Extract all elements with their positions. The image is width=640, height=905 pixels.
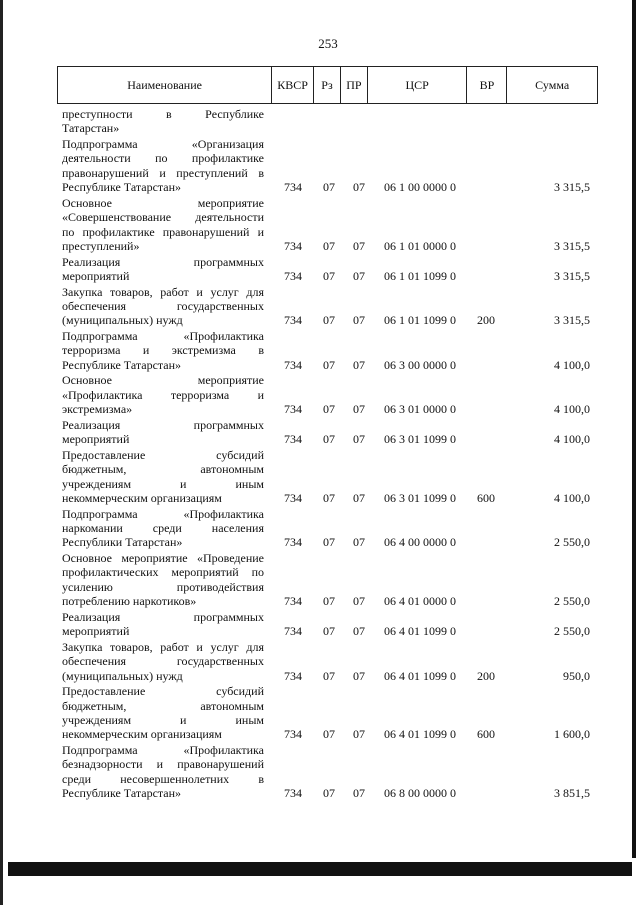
cell-csr: 06 4 01 1099 0 <box>384 727 456 742</box>
row-name <box>62 448 264 506</box>
cell-sum: 2 550,0 <box>554 594 590 609</box>
cell-kvsr: 734 <box>284 432 302 447</box>
row-name-line: Реализация программных <box>62 609 264 624</box>
table-row <box>0 255 640 284</box>
row-name-line: учреждениям и иным <box>62 712 264 727</box>
cell-rz: 07 <box>323 490 335 505</box>
cell-rz: 07 <box>323 313 335 328</box>
row-name <box>62 551 264 609</box>
row-name <box>62 610 264 639</box>
row-name-line: бюджетным, автономным <box>62 698 264 713</box>
header-csr: ЦСР <box>368 67 468 103</box>
cell-sum: 4 100,0 <box>554 432 590 447</box>
row-name-line: терроризма и экстремизма в <box>62 343 264 358</box>
cell-rz: 07 <box>323 180 335 195</box>
row-name-line: мероприятий <box>62 268 130 283</box>
row-name-line: Реализация программных <box>62 417 264 432</box>
cell-pr: 07 <box>353 402 365 417</box>
table-row <box>0 137 640 195</box>
cell-pr: 07 <box>353 357 365 372</box>
row-name-line: профилактических мероприятий по <box>62 565 264 580</box>
cell-rz: 07 <box>323 727 335 742</box>
row-name-line: «Совершенствование деятельности <box>62 210 264 225</box>
cell-sum: 2 550,0 <box>554 624 590 639</box>
scan-bottom-edge <box>8 862 632 876</box>
row-name-line: безнадзорности и правонарушений <box>62 757 264 772</box>
row-name-line: Республике Татарстан» <box>62 180 182 195</box>
cell-pr: 07 <box>353 668 365 683</box>
row-name-line: Татарстан» <box>62 121 120 136</box>
table-row <box>0 684 640 742</box>
row-name <box>62 196 264 254</box>
row-name-line: обеспечения государственных <box>62 298 264 313</box>
row-name-line: Основное мероприятие <box>62 373 264 388</box>
row-name <box>62 418 264 447</box>
cell-sum: 4 100,0 <box>554 490 590 505</box>
header-sum: Сумма <box>535 77 570 92</box>
header-name: Наименование <box>58 67 272 103</box>
cell-sum: 2 550,0 <box>554 535 590 550</box>
row-name <box>62 684 264 742</box>
table-row <box>0 448 640 506</box>
row-name-line: Реализация программных <box>62 254 264 269</box>
row-name-line: Предоставление субсидий <box>62 684 264 699</box>
cell-kvsr: 734 <box>284 268 302 283</box>
row-name-line: усилению противодействия <box>62 579 264 594</box>
row-name-line: мероприятий <box>62 624 130 639</box>
cell-vr: 200 <box>477 668 495 683</box>
table-row <box>0 507 640 550</box>
row-name-line: деятельности по профилактике <box>62 151 264 166</box>
row-name-line: правонарушений и преступлений в <box>62 165 264 180</box>
cell-rz: 07 <box>323 238 335 253</box>
row-name <box>62 137 264 195</box>
cell-pr: 07 <box>353 490 365 505</box>
row-name-line: Республики Татарстан» <box>62 535 183 550</box>
table-header <box>57 66 598 104</box>
cell-sum: 3 315,5 <box>554 238 590 253</box>
cell-sum: 4 100,0 <box>554 357 590 372</box>
table-row <box>0 329 640 372</box>
row-name-line: по профилактике правонарушений и <box>62 224 264 239</box>
row-name-line: Предоставление субсидий <box>62 447 264 462</box>
cell-kvsr: 734 <box>284 624 302 639</box>
cell-csr: 06 8 00 0000 0 <box>384 786 456 801</box>
row-name-line: Республике Татарстан» <box>62 357 182 372</box>
row-name-line: Подпрограмма «Организация <box>62 137 264 151</box>
row-name <box>62 507 264 550</box>
row-name <box>62 107 264 136</box>
row-name-line: Закупка товаров, работ и услуг для <box>62 284 264 299</box>
row-name-line: некоммерческим организациям <box>62 490 222 505</box>
row-name-line: Основное мероприятие <box>62 195 264 210</box>
cell-csr: 06 3 00 0000 0 <box>384 357 456 372</box>
cell-csr: 06 4 00 0000 0 <box>384 535 456 550</box>
table-row <box>0 610 640 639</box>
cell-kvsr: 734 <box>284 490 302 505</box>
row-name <box>62 743 264 801</box>
cell-csr: 06 4 01 1099 0 <box>384 624 456 639</box>
header-rz: Рз <box>314 67 341 103</box>
cell-csr: 06 4 01 1099 0 <box>384 668 456 683</box>
cell-sum: 1 600,0 <box>554 727 590 742</box>
row-name-line: «Профилактика терроризма и <box>62 387 264 402</box>
row-name-line: преступности в Республике <box>62 107 264 121</box>
row-name-line: мероприятий <box>62 432 130 447</box>
row-name-line: (муниципальных) нужд <box>62 668 183 683</box>
cell-csr: 06 3 01 1099 0 <box>384 432 456 447</box>
table-row <box>0 418 640 447</box>
row-name-line: некоммерческим организациям <box>62 727 222 742</box>
cell-sum: 3 315,5 <box>554 268 590 283</box>
cell-pr: 07 <box>353 313 365 328</box>
row-name-line: обеспечения государственных <box>62 654 264 669</box>
cell-kvsr: 734 <box>284 535 302 550</box>
cell-kvsr: 734 <box>284 313 302 328</box>
cell-pr: 07 <box>353 238 365 253</box>
cell-pr: 07 <box>353 432 365 447</box>
cell-rz: 07 <box>323 535 335 550</box>
cell-kvsr: 734 <box>284 727 302 742</box>
row-name-line: бюджетным, автономным <box>62 462 264 477</box>
row-name-line: Подпрограмма «Профилактика <box>62 506 264 521</box>
table-row <box>0 743 640 801</box>
row-name-line: (муниципальных) нужд <box>62 313 183 328</box>
cell-pr: 07 <box>353 594 365 609</box>
cell-kvsr: 734 <box>284 594 302 609</box>
row-name <box>62 329 264 372</box>
table-row <box>0 640 640 683</box>
table-row <box>0 551 640 609</box>
row-name-line: среди несовершеннолетних в <box>62 771 264 786</box>
cell-csr: 06 3 01 0000 0 <box>384 402 456 417</box>
cell-pr: 07 <box>353 268 365 283</box>
cell-rz: 07 <box>323 357 335 372</box>
page-number: 253 <box>318 36 338 51</box>
cell-csr: 06 1 00 0000 0 <box>384 180 456 195</box>
table-row <box>0 373 640 416</box>
row-name-line: Подпрограмма «Профилактика <box>62 743 264 757</box>
cell-pr: 07 <box>353 535 365 550</box>
header-kvsr: КВСР <box>272 67 314 103</box>
cell-vr: 600 <box>477 490 495 505</box>
row-name <box>62 640 264 683</box>
cell-sum: 950,0 <box>563 668 590 683</box>
cell-sum: 3 315,5 <box>554 180 590 195</box>
cell-csr: 06 1 01 1099 0 <box>384 268 456 283</box>
cell-kvsr: 734 <box>284 357 302 372</box>
cell-kvsr: 734 <box>284 786 302 801</box>
cell-csr: 06 4 01 0000 0 <box>384 594 456 609</box>
table-row <box>0 107 640 136</box>
row-name-line: Республике Татарстан» <box>62 786 182 801</box>
cell-kvsr: 734 <box>284 668 302 683</box>
cell-rz: 07 <box>323 402 335 417</box>
cell-kvsr: 734 <box>284 238 302 253</box>
cell-rz: 07 <box>323 594 335 609</box>
row-name-line: Подпрограмма «Профилактика <box>62 329 264 343</box>
row-name <box>62 255 264 284</box>
cell-csr: 06 1 01 1099 0 <box>384 313 456 328</box>
cell-sum: 3 851,5 <box>554 786 590 801</box>
row-name-line: экстремизма» <box>62 402 133 417</box>
header-pr: ПР <box>341 67 368 103</box>
row-name-line: преступлений» <box>62 238 140 253</box>
cell-csr: 06 3 01 1099 0 <box>384 490 456 505</box>
row-name-line: Основное мероприятие «Проведение <box>62 551 264 565</box>
cell-sum: 3 315,5 <box>554 313 590 328</box>
header-vr: ВР <box>467 67 507 103</box>
cell-kvsr: 734 <box>284 402 302 417</box>
cell-rz: 07 <box>323 668 335 683</box>
table-row <box>0 196 640 254</box>
row-name-line: Закупка товаров, работ и услуг для <box>62 639 264 654</box>
cell-csr: 06 1 01 0000 0 <box>384 238 456 253</box>
cell-pr: 07 <box>353 180 365 195</box>
cell-rz: 07 <box>323 786 335 801</box>
row-name-line: наркомании среди населения <box>62 520 264 535</box>
cell-sum: 4 100,0 <box>554 402 590 417</box>
cell-vr: 600 <box>477 727 495 742</box>
row-name <box>62 373 264 416</box>
cell-vr: 200 <box>477 313 495 328</box>
row-name <box>62 285 264 328</box>
cell-rz: 07 <box>323 268 335 283</box>
cell-pr: 07 <box>353 727 365 742</box>
cell-rz: 07 <box>323 432 335 447</box>
table-row <box>0 285 640 328</box>
cell-pr: 07 <box>353 624 365 639</box>
row-name-line: потреблению наркотиков» <box>62 594 197 609</box>
cell-rz: 07 <box>323 624 335 639</box>
row-name-line: учреждениям и иным <box>62 476 264 491</box>
cell-kvsr: 734 <box>284 180 302 195</box>
cell-pr: 07 <box>353 786 365 801</box>
